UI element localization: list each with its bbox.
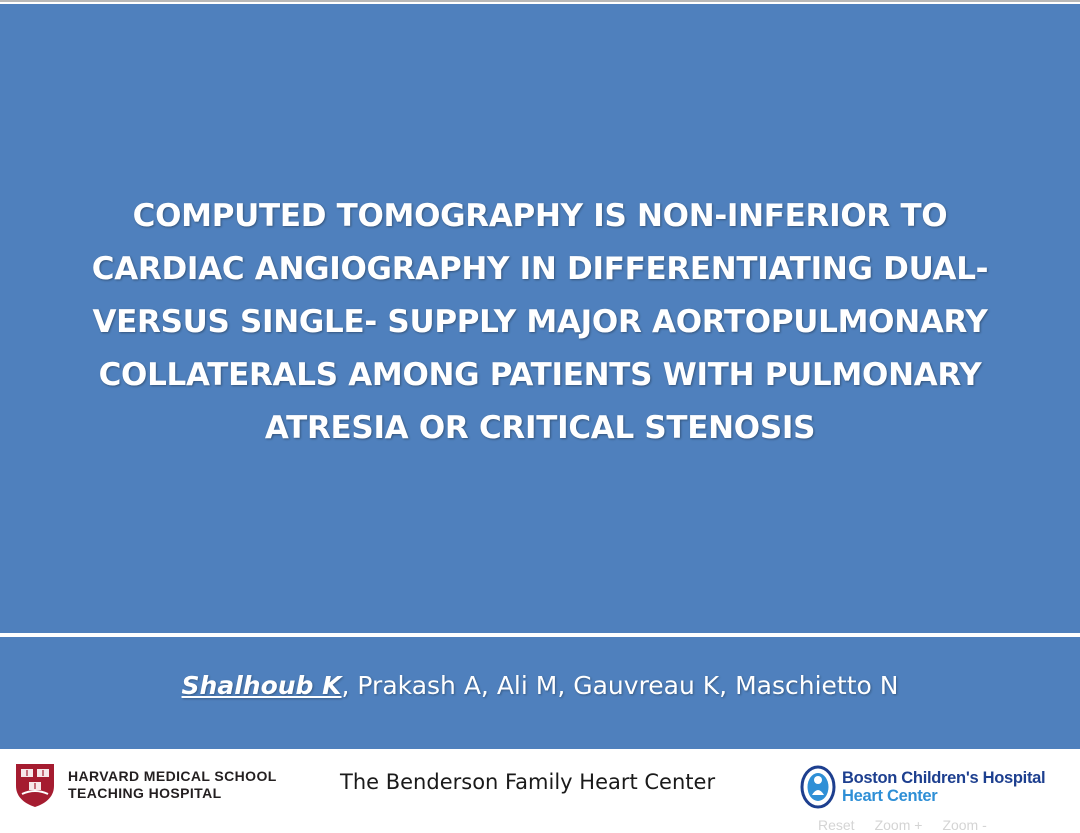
zoom-out-button[interactable]: Zoom -	[942, 817, 987, 833]
harvard-logo	[14, 762, 277, 808]
title-line: COLLATERALS AMONG PATIENTS WITH PULMONARY	[98, 357, 982, 393]
bch-emblem-icon	[800, 765, 836, 809]
slide-title	[60, 190, 1020, 455]
bch-wordmark	[842, 769, 1045, 805]
lead-author: Shalhoub K	[181, 670, 342, 700]
title-line: CARDIAC ANGIOGRAPHY IN DIFFERENTIATING DUAL-	[91, 251, 989, 287]
authors-panel	[0, 637, 1080, 749]
heart-center-name: The Benderson Family Heart Center	[340, 770, 716, 794]
bch-line: Boston Children's Hospital	[842, 769, 1046, 787]
viewer-controls	[818, 817, 1007, 833]
hms-line: TEACHING HOSPITAL	[68, 785, 222, 801]
title-line: VERSUS SINGLE- SUPPLY MAJOR AORTOPULMONARY	[92, 304, 988, 340]
title-panel	[0, 4, 1080, 633]
boston-childrens-logo	[800, 765, 1045, 809]
zoom-in-button[interactable]: Zoom +	[874, 817, 923, 833]
harvard-wordmark	[68, 768, 277, 802]
title-line: ATRESIA OR CRITICAL STENOSIS	[264, 410, 816, 446]
author-list	[182, 671, 899, 700]
co-authors: , Prakash A, Ali M, Gauvreau K, Maschietto N	[341, 670, 899, 700]
title-line: COMPUTED TOMOGRAPHY IS NON-INFERIOR TO	[132, 198, 948, 234]
reset-button[interactable]: Reset	[818, 817, 855, 833]
harvard-shield-icon	[14, 762, 56, 808]
hms-line: HARVARD MEDICAL SCHOOL	[68, 768, 277, 784]
bch-line: Heart Center	[842, 787, 938, 805]
